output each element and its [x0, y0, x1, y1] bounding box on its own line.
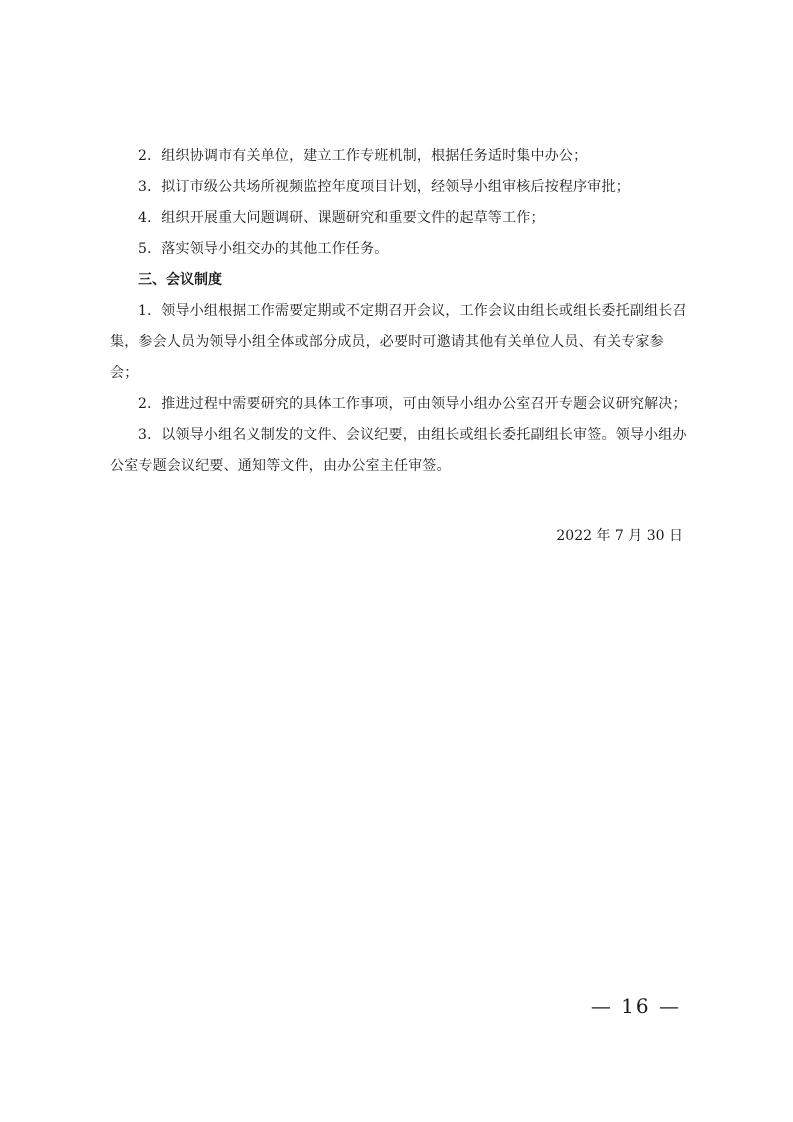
list-item-4: 4．组织开展重大问题调研、课题研究和重要文件的起草等工作； [138, 210, 545, 226]
document-body [110, 141, 690, 482]
document-date: 2022 年 7 月 30 日 [556, 528, 683, 544]
section-heading-meeting-system: 三、会议制度 [138, 272, 222, 288]
list-item-3: 3．拟订市级公共场所视频监控年度项目计划，经领导小组审核后按程序审批； [138, 179, 630, 195]
meeting-item-1: 1．领导小组根据工作需要定期或不定期召开会议，工作会议由组长或组长委托副组长召集，参会人员为领导小组全体或部分成员，必要时可邀请其他有关单位人员、有关专家参会； [110, 303, 687, 381]
meeting-item-2: 2．推进过程中需要研究的具体工作事项，可由领导小组办公室召开专题会议研究解决； [138, 396, 687, 412]
meeting-item-3: 3．以领导小组名义制发的文件、会议纪要，由组长或组长委托副组长审签。领导小组办公室专题会议纪要、通知等文件，由办公室主任审签。 [110, 427, 687, 474]
list-item-2: 2．组织协调市有关单位，建立工作专班机制，根据任务适时集中办公； [138, 148, 588, 164]
page-number: — 16 — [590, 994, 681, 1018]
list-item-5: 5．落实领导小组交办的其他工作任务。 [138, 241, 389, 257]
